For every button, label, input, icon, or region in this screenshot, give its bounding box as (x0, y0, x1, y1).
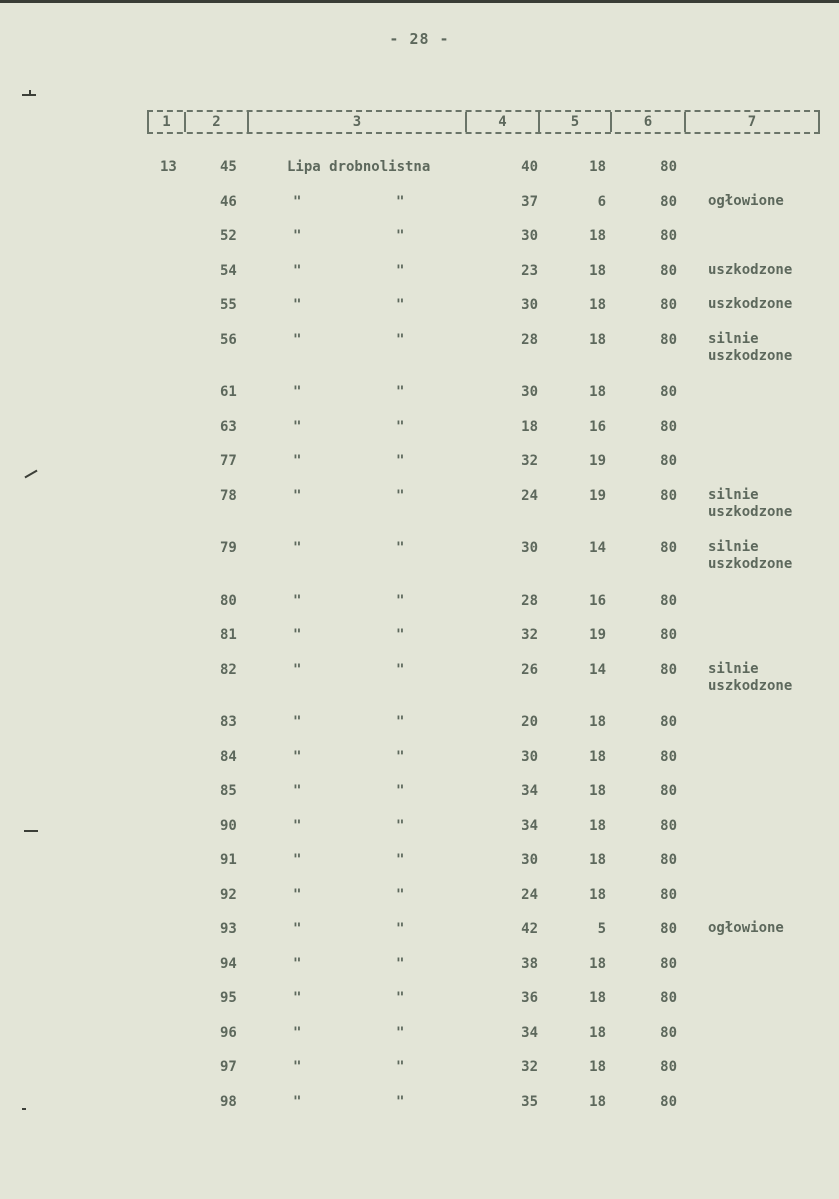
table-row (0, 150, 839, 185)
cell-tree-number: 77 (220, 453, 237, 469)
ditto-mark: " (396, 661, 405, 678)
cell-column-4-value: 20 (521, 714, 538, 730)
cell-tree-number: 90 (220, 817, 237, 834)
cell-column-4-value: 35 (521, 1093, 538, 1110)
cell-column-4-value: 30 (521, 852, 538, 868)
column-header-3: 3 (249, 112, 467, 132)
cell-column-4-value: 30 (521, 297, 538, 313)
cell-tree-number: 85 (220, 783, 237, 799)
cell-tree-number: 92 (220, 886, 237, 903)
column-header-6: 6 (612, 112, 686, 132)
ditto-mark: " (396, 228, 405, 244)
cell-column-4-value: 32 (521, 627, 538, 643)
cell-column-6-value: 80 (660, 540, 677, 556)
cell-column-6-value: 80 (660, 193, 677, 210)
column-header-1: 1 (149, 112, 186, 132)
cell-column-6-value: 80 (660, 384, 677, 400)
ditto-mark: " (293, 886, 302, 903)
cell-column-4-value: 23 (521, 262, 538, 279)
cell-column-5-value: 18 (589, 262, 606, 279)
cell-tree-number: 54 (220, 262, 237, 279)
cell-column-4-value: 28 (521, 592, 538, 609)
cell-column-4-value: 30 (521, 228, 538, 244)
cell-column-4-value: 24 (521, 487, 538, 504)
cell-column-5-value: 16 (589, 592, 606, 609)
cell-column-4-value: 30 (521, 748, 538, 765)
ditto-mark: " (396, 955, 405, 972)
table-header (147, 110, 820, 134)
cell-column-5-value: 5 (597, 921, 606, 937)
table-row (0, 740, 839, 775)
cell-column-5-value: 18 (589, 783, 606, 799)
cell-remarks: uszkodzone (708, 296, 793, 312)
cell-column-6-value: 80 (660, 783, 677, 799)
cell-column-6-value: 80 (660, 852, 677, 868)
ditto-mark: " (293, 817, 302, 834)
cell-column-5-value: 19 (589, 627, 606, 643)
cell-tree-number: 96 (220, 1024, 237, 1041)
column-header-5: 5 (540, 112, 612, 132)
ditto-mark: " (293, 661, 302, 678)
ditto-mark: " (396, 748, 405, 765)
cell-column-4-value: 28 (521, 331, 538, 348)
cell-column-5-value: 18 (589, 331, 606, 348)
cell-column-6-value: 80 (660, 228, 677, 244)
ditto-mark: " (293, 418, 302, 435)
cell-column-6-value: 80 (660, 262, 677, 279)
cell-tree-number: 82 (220, 661, 237, 678)
table-row (0, 531, 839, 584)
cell-column-5-value: 18 (589, 297, 606, 313)
ditto-mark: " (396, 193, 405, 210)
cell-column-6-value: 80 (660, 159, 677, 175)
table-row (0, 809, 839, 844)
table-row (0, 1016, 839, 1051)
ditto-mark: " (396, 921, 405, 937)
ditto-mark: " (293, 1093, 302, 1110)
table-row (0, 479, 839, 532)
cell-column-6-value: 80 (660, 453, 677, 469)
cell-tree-number: 83 (220, 714, 237, 730)
table-row (0, 878, 839, 913)
column-header-4: 4 (467, 112, 540, 132)
table-row (0, 912, 839, 947)
ditto-mark: " (293, 990, 302, 1006)
table-row (0, 705, 839, 740)
cell-tree-number: 52 (220, 228, 237, 244)
ditto-mark: " (293, 783, 302, 799)
table-body (0, 150, 839, 1119)
table-row (0, 774, 839, 809)
cell-column-6-value: 80 (660, 331, 677, 348)
cell-remarks: silnie uszkodzone (708, 330, 793, 364)
ditto-mark: " (293, 297, 302, 313)
cell-column-6-value: 80 (660, 487, 677, 504)
cell-column-4-value: 30 (521, 540, 538, 556)
cell-column-6-value: 80 (660, 748, 677, 765)
ditto-mark: " (396, 886, 405, 903)
table-row (0, 444, 839, 479)
table-row (0, 1085, 839, 1120)
cell-column-6-value: 80 (660, 418, 677, 435)
cell-column-6-value: 80 (660, 1059, 677, 1075)
ditto-mark: " (396, 384, 405, 400)
ditto-mark: " (396, 990, 405, 1006)
ditto-mark: " (396, 1024, 405, 1041)
ditto-mark: " (396, 418, 405, 435)
cell-remarks: uszkodzone (708, 261, 793, 278)
cell-tree-number: 81 (220, 627, 237, 643)
table-row (0, 584, 839, 619)
ditto-mark: " (396, 331, 405, 348)
cell-tree-number: 95 (220, 990, 237, 1006)
column-header-7: 7 (747, 114, 757, 130)
cell-tree-number: 94 (220, 955, 237, 972)
table-row (0, 219, 839, 254)
ditto-mark: " (396, 487, 405, 504)
cell-tree-number: 84 (220, 748, 237, 765)
cell-tree-number: 91 (220, 852, 237, 868)
cell-column-5-value: 14 (589, 661, 606, 678)
cell-remarks: silnie uszkodzone (708, 539, 793, 572)
ditto-mark: " (396, 1059, 405, 1075)
table-row (0, 1050, 839, 1085)
cell-tree-number: 55 (220, 297, 237, 313)
ditto-mark: " (293, 852, 302, 868)
ditto-mark: " (293, 748, 302, 765)
ditto-mark: " (293, 955, 302, 972)
cell-column-5-value: 19 (589, 453, 606, 469)
cell-column-4-value: 24 (521, 886, 538, 903)
ditto-mark: " (396, 262, 405, 279)
ditto-mark: " (396, 453, 405, 469)
ditto-mark: " (293, 921, 302, 937)
cell-remarks: silnie uszkodzone (708, 660, 793, 694)
ditto-mark: " (293, 540, 302, 556)
cell-column-4-value: 32 (521, 453, 538, 469)
cell-column-5-value: 18 (589, 159, 606, 175)
ditto-mark: " (396, 297, 405, 313)
table-row (0, 185, 839, 220)
cell-column-5-value: 14 (589, 540, 606, 556)
cell-column-5-value: 18 (589, 886, 606, 903)
cell-column-5-value: 18 (589, 1024, 606, 1041)
cell-column-5-value: 18 (589, 1093, 606, 1110)
table-row (0, 254, 839, 289)
ditto-mark: " (396, 1093, 405, 1110)
cell-column-5-value: 6 (597, 193, 606, 210)
ditto-mark: " (396, 592, 405, 609)
cell-column-6-value: 80 (660, 661, 677, 678)
ditto-mark: " (396, 817, 405, 834)
ditto-mark: " (396, 714, 405, 730)
ditto-mark: " (293, 1059, 302, 1075)
table-row (0, 981, 839, 1016)
table-row (0, 323, 839, 376)
cell-tree-number: 63 (220, 418, 237, 435)
margin-punch-mark (22, 94, 36, 96)
cell-remarks: silnie uszkodzone (708, 486, 793, 520)
cell-column-5-value: 16 (589, 418, 606, 435)
cell-column-5-value: 18 (589, 228, 606, 244)
column-header-2: 2 (186, 112, 249, 132)
cell-species-name: Lipa drobnolistna (287, 159, 431, 175)
cell-column-4-value: 26 (521, 661, 538, 678)
cell-column-4-value: 36 (521, 990, 538, 1006)
cell-column-5-value: 18 (589, 384, 606, 400)
cell-column-4-value: 18 (521, 418, 538, 435)
cell-column-4-value: 30 (521, 384, 538, 400)
cell-column-6-value: 80 (660, 627, 677, 643)
scan-top-edge (0, 0, 839, 3)
cell-tree-number: 80 (220, 592, 237, 609)
cell-column-5-value: 18 (589, 714, 606, 730)
ditto-mark: " (293, 331, 302, 348)
cell-column-6-value: 80 (660, 886, 677, 903)
ditto-mark: " (396, 852, 405, 868)
cell-tree-number: 61 (220, 384, 237, 400)
ditto-mark: " (293, 453, 302, 469)
table-row (0, 653, 839, 706)
cell-remarks: ogłowione (708, 192, 784, 209)
cell-column-6-value: 80 (660, 714, 677, 730)
cell-column-6-value: 80 (660, 955, 677, 972)
ditto-mark: " (396, 783, 405, 799)
cell-column-4-value: 34 (521, 1024, 538, 1041)
ditto-mark: " (293, 592, 302, 609)
ditto-mark: " (293, 487, 302, 504)
cell-tree-number: 46 (220, 193, 237, 210)
cell-column-4-value: 38 (521, 955, 538, 972)
cell-column-6-value: 80 (660, 1024, 677, 1041)
cell-group-number: 13 (160, 159, 177, 175)
table-row (0, 375, 839, 410)
cell-remarks: ogłowione (708, 920, 784, 936)
cell-tree-number: 98 (220, 1093, 237, 1110)
cell-column-4-value: 34 (521, 783, 538, 799)
table-row (0, 410, 839, 445)
cell-column-5-value: 18 (589, 748, 606, 765)
cell-column-6-value: 80 (660, 921, 677, 937)
cell-column-4-value: 42 (521, 921, 538, 937)
cell-tree-number: 56 (220, 331, 237, 348)
cell-tree-number: 93 (220, 921, 237, 937)
cell-column-4-value: 34 (521, 817, 538, 834)
table-row (0, 947, 839, 982)
cell-column-6-value: 80 (660, 1093, 677, 1110)
cell-column-6-value: 80 (660, 297, 677, 313)
ditto-mark: " (293, 714, 302, 730)
cell-column-5-value: 18 (589, 955, 606, 972)
cell-column-5-value: 18 (589, 1059, 606, 1075)
cell-column-6-value: 80 (660, 592, 677, 609)
cell-column-6-value: 80 (660, 990, 677, 1006)
cell-tree-number: 45 (220, 159, 237, 175)
cell-tree-number: 97 (220, 1059, 237, 1075)
page-number: - 28 - (389, 30, 450, 48)
cell-column-4-value: 32 (521, 1059, 538, 1075)
ditto-mark: " (293, 1024, 302, 1041)
table-row (0, 618, 839, 653)
ditto-mark: " (293, 262, 302, 279)
ditto-mark: " (396, 540, 405, 556)
cell-tree-number: 78 (220, 487, 237, 504)
ditto-mark: " (293, 228, 302, 244)
ditto-mark: " (293, 384, 302, 400)
table-row (0, 843, 839, 878)
cell-column-5-value: 18 (589, 817, 606, 834)
cell-tree-number: 79 (220, 540, 237, 556)
cell-column-5-value: 18 (589, 990, 606, 1006)
cell-column-5-value: 19 (589, 487, 606, 504)
cell-column-4-value: 40 (521, 159, 538, 175)
cell-column-5-value: 18 (589, 852, 606, 868)
ditto-mark: " (396, 627, 405, 643)
table-row (0, 288, 839, 323)
ditto-mark: " (293, 193, 302, 210)
cell-column-6-value: 80 (660, 817, 677, 834)
cell-column-4-value: 37 (521, 193, 538, 210)
ditto-mark: " (293, 627, 302, 643)
